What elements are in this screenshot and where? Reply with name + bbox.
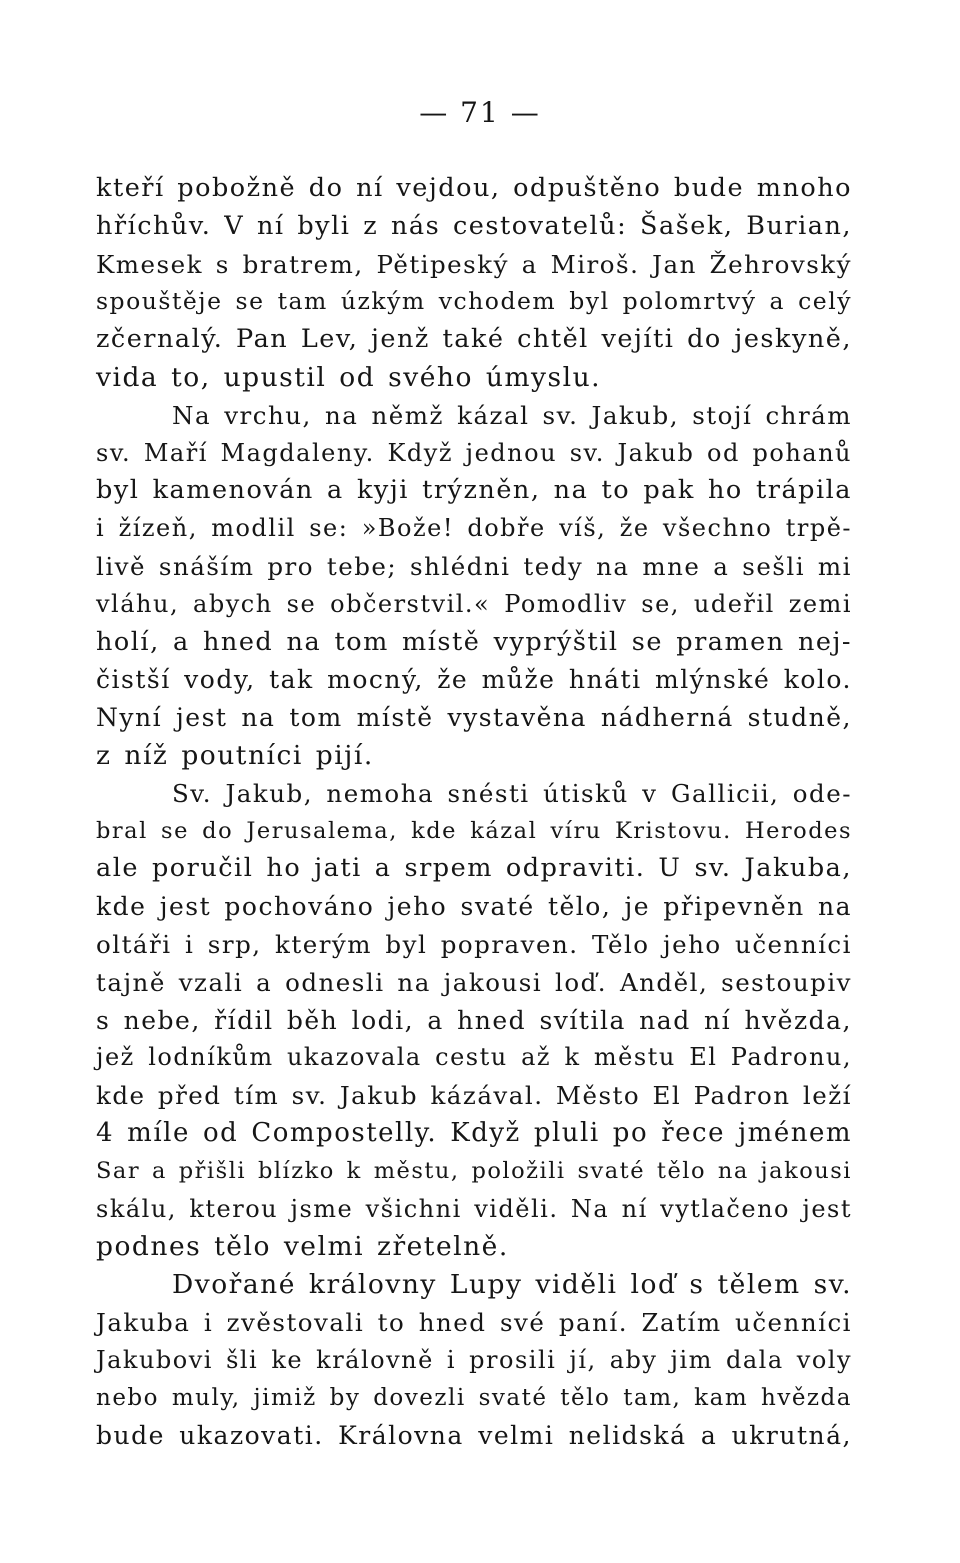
text-line: 4 míle od Compostelly. Když pluli po řece jménem [96,1117,852,1148]
text-line: bude ukazovati. Královna velmi nelidská a ukrutná, [96,1421,852,1451]
text-line: s nebe, řídil běh lodi, a hned svítila nad ní hvězda, [96,1005,852,1035]
text-line: byl kamenován a kyji trýzněn, na to pak ho trápila [96,475,852,506]
text-line: Nyní jest na tom místě vystavěna nádherná studně, [96,703,852,733]
text-line: Sv. Jakub, nemoha snésti útisků v Gallicii, ode- [172,778,852,808]
text-line: sv. Maří Magdaleny. Když jednou sv. Jakub od pohanů [96,438,852,467]
text-line: skálu, kterou jsme všichni viděli. Na ní vytlačeno jest [96,1194,852,1223]
text-line: Sar a přišli blízko k městu, položili svaté tělo na jakousi [96,1157,852,1184]
text-line: bral se do Jerusalema, kde kázal víru Kristovu. Herodes [96,817,852,844]
text-line: Kmesek s bratrem, Pětipeský a Miroš. Jan Žehrovský [96,249,852,279]
text-line: hříchův. V ní byli z nás cestovatelů: Šašek, Burian, [96,210,852,241]
text-line: kde jest pochováno jeho svaté tělo, je připevněn na [96,892,852,922]
text-line: vida to, upustil od svého úmyslu. [96,361,602,393]
text-line: Jakuba i zvěstovali to hned své paní. Zatím učenníci [96,1307,852,1337]
text-line: spouštěje se tam úzkým vchodem byl polomrtvý a celý [96,287,852,316]
text-line: čistší vody, tak mocný, že může hnáti mlýnské kolo. [96,665,852,695]
text-line: oltáři i srp, kterým byl popraven. Tělo jeho učenníci [96,929,852,959]
body-text [96,170,852,1455]
text-line: nebo muly, jimiž by dovezli svaté tělo tam, kam hvězda [96,1384,852,1411]
text-line: kde před tím sv. Jakub kázával. Město El Padron leží [96,1081,852,1111]
text-line: z níž poutníci pijí. [96,739,374,771]
text-line: livě snáším pro tebe; shlédni tedy na mne a sešli mi [96,551,852,581]
text-line: ale poručil ho jati a srpem odpraviti. U sv. Jakuba, [96,853,852,884]
text-line: vláhu, abych se občerstvil.« Pomodliv se, udeřil zemi [96,589,852,618]
text-line: tajně vzali a odnesli na jakousi loď. Anděl, sestoupiv [96,967,852,997]
text-line: i žízeň, modlil se: »Bože! dobře víš, že všechno trpě- [96,514,852,543]
text-line: kteří pobožně do ní vejdou, odpuštěno bude mnoho [96,173,852,203]
text-line: Dvořané královny Lupy viděli loď s tělem sv. [172,1269,852,1301]
text-line: Na vrchu, na němž kázal sv. Jakub, stojí chrám [172,400,852,430]
text-line: Jakubovi šli ke královně i prosili jí, aby jim dala voly [96,1345,852,1374]
page-number: — 71 — [419,96,541,129]
text-line: holí, a hned na tom místě vyprýštil se pramen nej- [96,626,852,657]
text-line: podnes tělo velmi zřetelně. [96,1231,509,1263]
text-line: zčernalý. Pan Lev, jenž také chtěl vejíti do jeskyně, [96,324,852,355]
text-line: jež lodníkům ukazovala cestu až k městu El Padronu, [96,1043,852,1072]
